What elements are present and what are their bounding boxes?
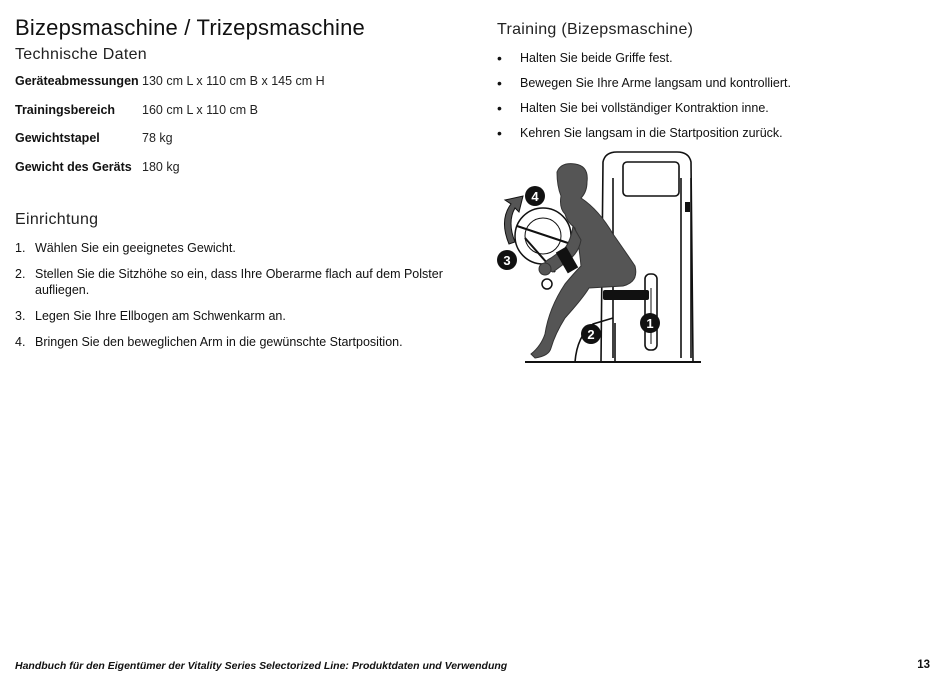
- list-item: [15, 266, 455, 298]
- bullet-icon: •: [497, 100, 502, 116]
- step-text: Stellen Sie die Sitzhöhe so ein, dass Ihre Oberarme flach auf dem Polster aufliegen.: [35, 267, 443, 297]
- bullet-icon: •: [497, 75, 502, 91]
- spec-value: 160 cm L x 110 cm B: [142, 102, 259, 117]
- spec-label: Geräteabmessungen: [15, 74, 139, 88]
- list-item: [497, 125, 917, 150]
- callout-4: [525, 186, 545, 206]
- list-item: [497, 100, 917, 125]
- page-number: 13: [917, 659, 930, 671]
- biceps-machine-illustration: [495, 148, 715, 366]
- spec-row: [15, 74, 325, 103]
- footer-text: Handbuch für den Eigentümer der Vitality Series Selectorized Line: Produktdaten und Verwendung: [15, 660, 508, 672]
- callout-2: [581, 324, 601, 344]
- bullet-icon: •: [497, 50, 502, 66]
- spec-label: Trainingsbereich: [15, 102, 116, 117]
- list-item: [497, 50, 917, 75]
- spec-table: [15, 74, 325, 188]
- list-item: [497, 75, 917, 100]
- spec-value: 130 cm L x 110 cm B x 145 cm H: [142, 74, 325, 88]
- step-number: 2.: [15, 267, 26, 281]
- spec-value: 78 kg: [142, 131, 173, 145]
- step-text: Legen Sie Ihre Ellbogen am Schwenkarm an.: [35, 309, 286, 323]
- step-text: Wählen Sie ein geeignetes Gewicht.: [35, 241, 236, 255]
- callout-4-label: 4: [531, 189, 539, 204]
- technical-data-heading: Technische Daten: [15, 46, 147, 63]
- training-heading: Training (Bizepsmaschine): [497, 21, 694, 38]
- step-number: 3.: [15, 309, 26, 323]
- callout-2-label: 2: [587, 327, 595, 342]
- step-number: 4.: [15, 335, 26, 349]
- spec-row: [15, 131, 325, 160]
- callout-1-label: 1: [646, 316, 654, 331]
- step-text: Bringen Sie den beweglichen Arm in die gewünschte Startposition.: [35, 335, 403, 349]
- spec-value: 180 kg: [142, 159, 180, 174]
- list-item: [15, 334, 455, 350]
- callout-3: [497, 250, 517, 270]
- list-item: [15, 308, 455, 324]
- training-item-text: Kehren Sie langsam in die Startposition zurück.: [520, 126, 783, 140]
- callout-1: [640, 313, 660, 333]
- step-number: 1.: [15, 241, 26, 255]
- setup-heading: Einrichtung: [15, 211, 99, 228]
- spec-row: [15, 103, 325, 132]
- list-item: [15, 240, 455, 256]
- callout-3-label: 3: [503, 253, 511, 268]
- training-list: [497, 50, 917, 150]
- spec-label: Gewichtstapel: [15, 131, 100, 145]
- training-item-text: Halten Sie bei vollständiger Kontraktion inne.: [520, 101, 769, 115]
- page-title: Bizepsmaschine / Trizepsmaschine: [15, 15, 365, 40]
- spec-row: [15, 160, 325, 189]
- bullet-icon: •: [497, 125, 502, 141]
- setup-steps-list: [15, 240, 455, 360]
- training-item-text: Halten Sie beide Griffe fest.: [520, 51, 673, 65]
- pivot-arm: [515, 208, 571, 289]
- training-item-text: Bewegen Sie Ihre Arme langsam und kontrolliert.: [520, 76, 791, 90]
- spec-label: Gewicht des Geräts: [15, 159, 132, 174]
